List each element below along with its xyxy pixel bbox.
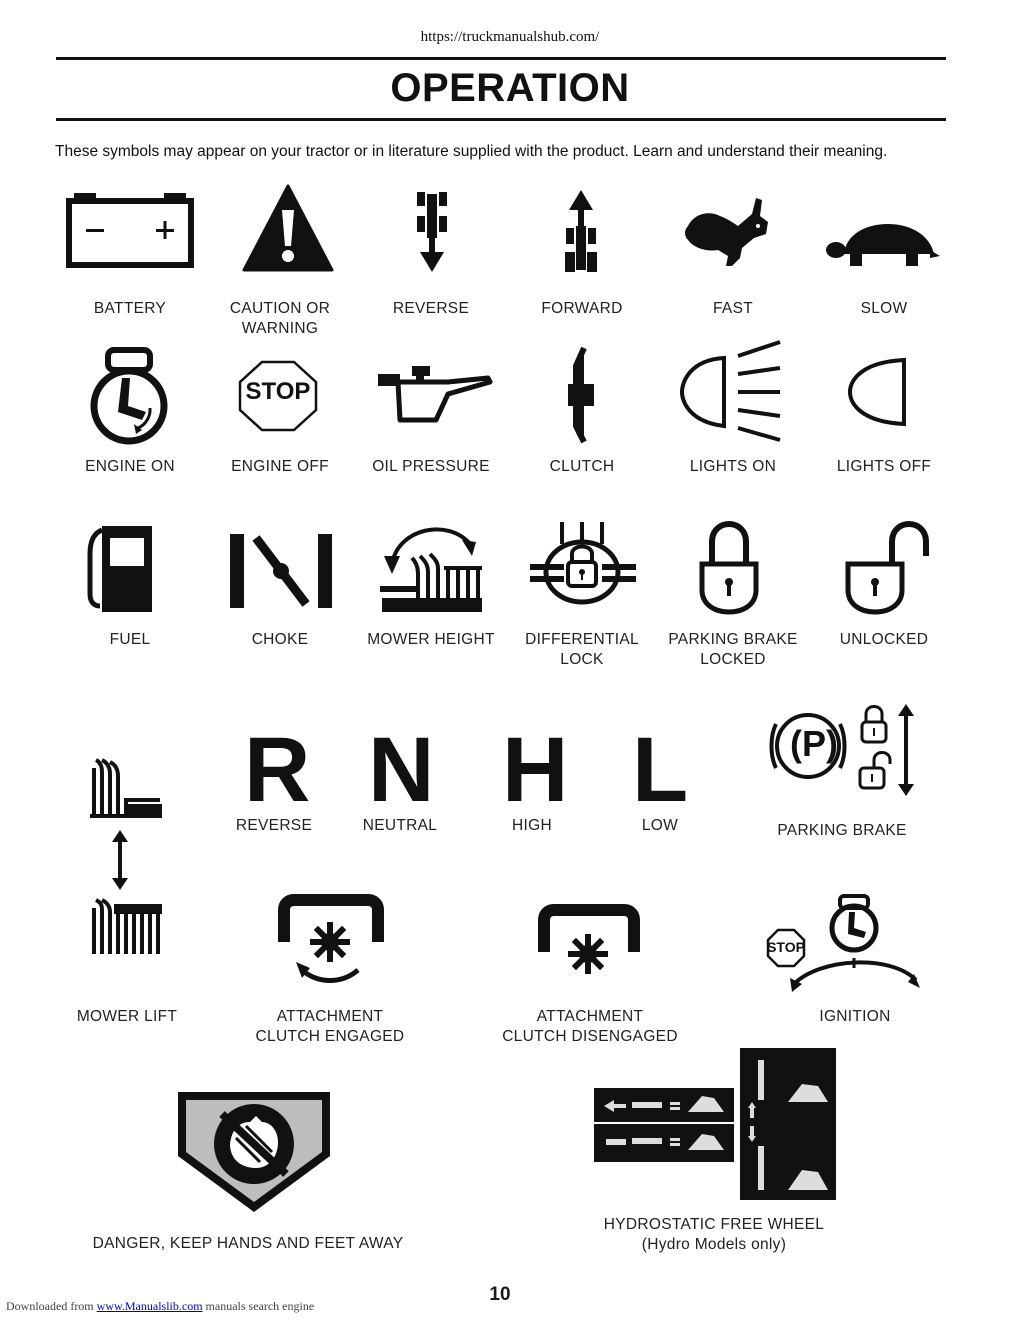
rabbit-icon bbox=[682, 196, 772, 272]
caution-icon bbox=[242, 184, 334, 274]
diff-lock-label: DIFFERENTIAL LOCK bbox=[525, 631, 639, 668]
gear-l-glyph: L bbox=[632, 719, 689, 821]
forward-label: FORWARD bbox=[541, 300, 623, 317]
attachment-disengaged-icon bbox=[538, 908, 640, 978]
lights-on-icon bbox=[680, 340, 784, 442]
lights-off-icon bbox=[848, 356, 910, 428]
footer-prefix: Downloaded from bbox=[6, 1299, 94, 1313]
parking-brake-locked-label: PARKING BRAKE LOCKED bbox=[668, 631, 798, 668]
choke-label: CHOKE bbox=[251, 631, 309, 648]
battery-label: BATTERY bbox=[93, 300, 167, 317]
intro-text: These symbols may appear on your tractor or in literature supplied with the product. Learn and understand their meaning. bbox=[55, 143, 888, 160]
attachment-engaged-label: ATTACHMENT CLUTCH ENGAGED bbox=[255, 1008, 405, 1045]
battery-icon bbox=[66, 193, 194, 269]
clutch-label: CLUTCH bbox=[549, 458, 615, 475]
parking-brake-label: PARKING BRAKE bbox=[777, 822, 907, 839]
attachment-disengaged-label: ATTACHMENT CLUTCH DISENGAGED bbox=[502, 1008, 678, 1045]
mower-lift-icon bbox=[88, 758, 164, 960]
fuel-label: FUEL bbox=[109, 631, 151, 648]
page-title: OPERATION bbox=[390, 66, 630, 110]
fuel-pump-icon bbox=[88, 524, 154, 614]
slow-label: SLOW bbox=[860, 300, 908, 317]
mower-height-label: MOWER HEIGHT bbox=[367, 631, 495, 648]
engine-off-label: ENGINE OFF bbox=[231, 458, 329, 475]
attachment-engaged-icon bbox=[280, 898, 382, 986]
parking-brake-p-glyph: (P) bbox=[790, 723, 838, 764]
gear-n-label: NEUTRAL bbox=[362, 817, 438, 834]
reverse-label: REVERSE bbox=[392, 300, 470, 317]
mower-height-icon bbox=[378, 518, 486, 614]
danger-label: DANGER, KEEP HANDS AND FEET AWAY bbox=[92, 1235, 404, 1252]
clutch-pedal-icon bbox=[566, 346, 598, 444]
padlock-locked-icon bbox=[698, 520, 760, 616]
turtle-icon bbox=[826, 218, 942, 272]
engine-on-icon bbox=[88, 348, 170, 446]
reverse-icon bbox=[414, 190, 450, 274]
gear-h-glyph: H bbox=[502, 719, 569, 821]
title-rule bbox=[56, 118, 946, 121]
source-url[interactable]: https://truckmanualshub.com/ bbox=[420, 29, 600, 45]
hydro-label: HYDROSTATIC FREE WHEEL (Hydro Models only) bbox=[603, 1216, 825, 1253]
gear-h-label: HIGH bbox=[512, 817, 552, 834]
gear-r-glyph: R bbox=[244, 719, 311, 821]
lights-on-label: LIGHTS ON bbox=[689, 458, 777, 475]
oil-can-icon bbox=[376, 364, 492, 422]
lights-off-label: LIGHTS OFF bbox=[836, 458, 932, 475]
engine-on-label: ENGINE ON bbox=[85, 458, 175, 475]
fast-label: FAST bbox=[713, 300, 753, 317]
gear-n-glyph: N bbox=[368, 719, 435, 821]
manualslib-link[interactable]: www.Manualslib.com bbox=[96, 1299, 203, 1313]
caution-label: CAUTION OR WARNING bbox=[229, 300, 331, 337]
hydro-freewheel-decal bbox=[592, 1046, 838, 1200]
footer-suffix: manuals search engine bbox=[205, 1299, 315, 1313]
top-rule bbox=[56, 57, 946, 60]
stop-sign-text: STOP bbox=[245, 378, 311, 405]
ignition-stop-text: STOP bbox=[767, 939, 805, 955]
choke-icon bbox=[228, 530, 334, 610]
unlocked-label: UNLOCKED bbox=[839, 631, 929, 648]
footer-source bbox=[6, 1299, 314, 1314]
mower-lift-label: MOWER LIFT bbox=[76, 1008, 178, 1025]
forward-icon bbox=[563, 188, 599, 274]
danger-hands-icon bbox=[174, 1088, 334, 1216]
diff-lock-icon bbox=[528, 520, 638, 616]
ignition-label: IGNITION bbox=[819, 1008, 891, 1025]
gear-r-label: REVERSE bbox=[235, 817, 313, 834]
page-number: 10 bbox=[489, 1284, 511, 1305]
oil-pressure-label: OIL PRESSURE bbox=[372, 458, 490, 475]
gear-l-label: LOW bbox=[641, 817, 679, 834]
padlock-unlocked-icon bbox=[846, 520, 928, 616]
